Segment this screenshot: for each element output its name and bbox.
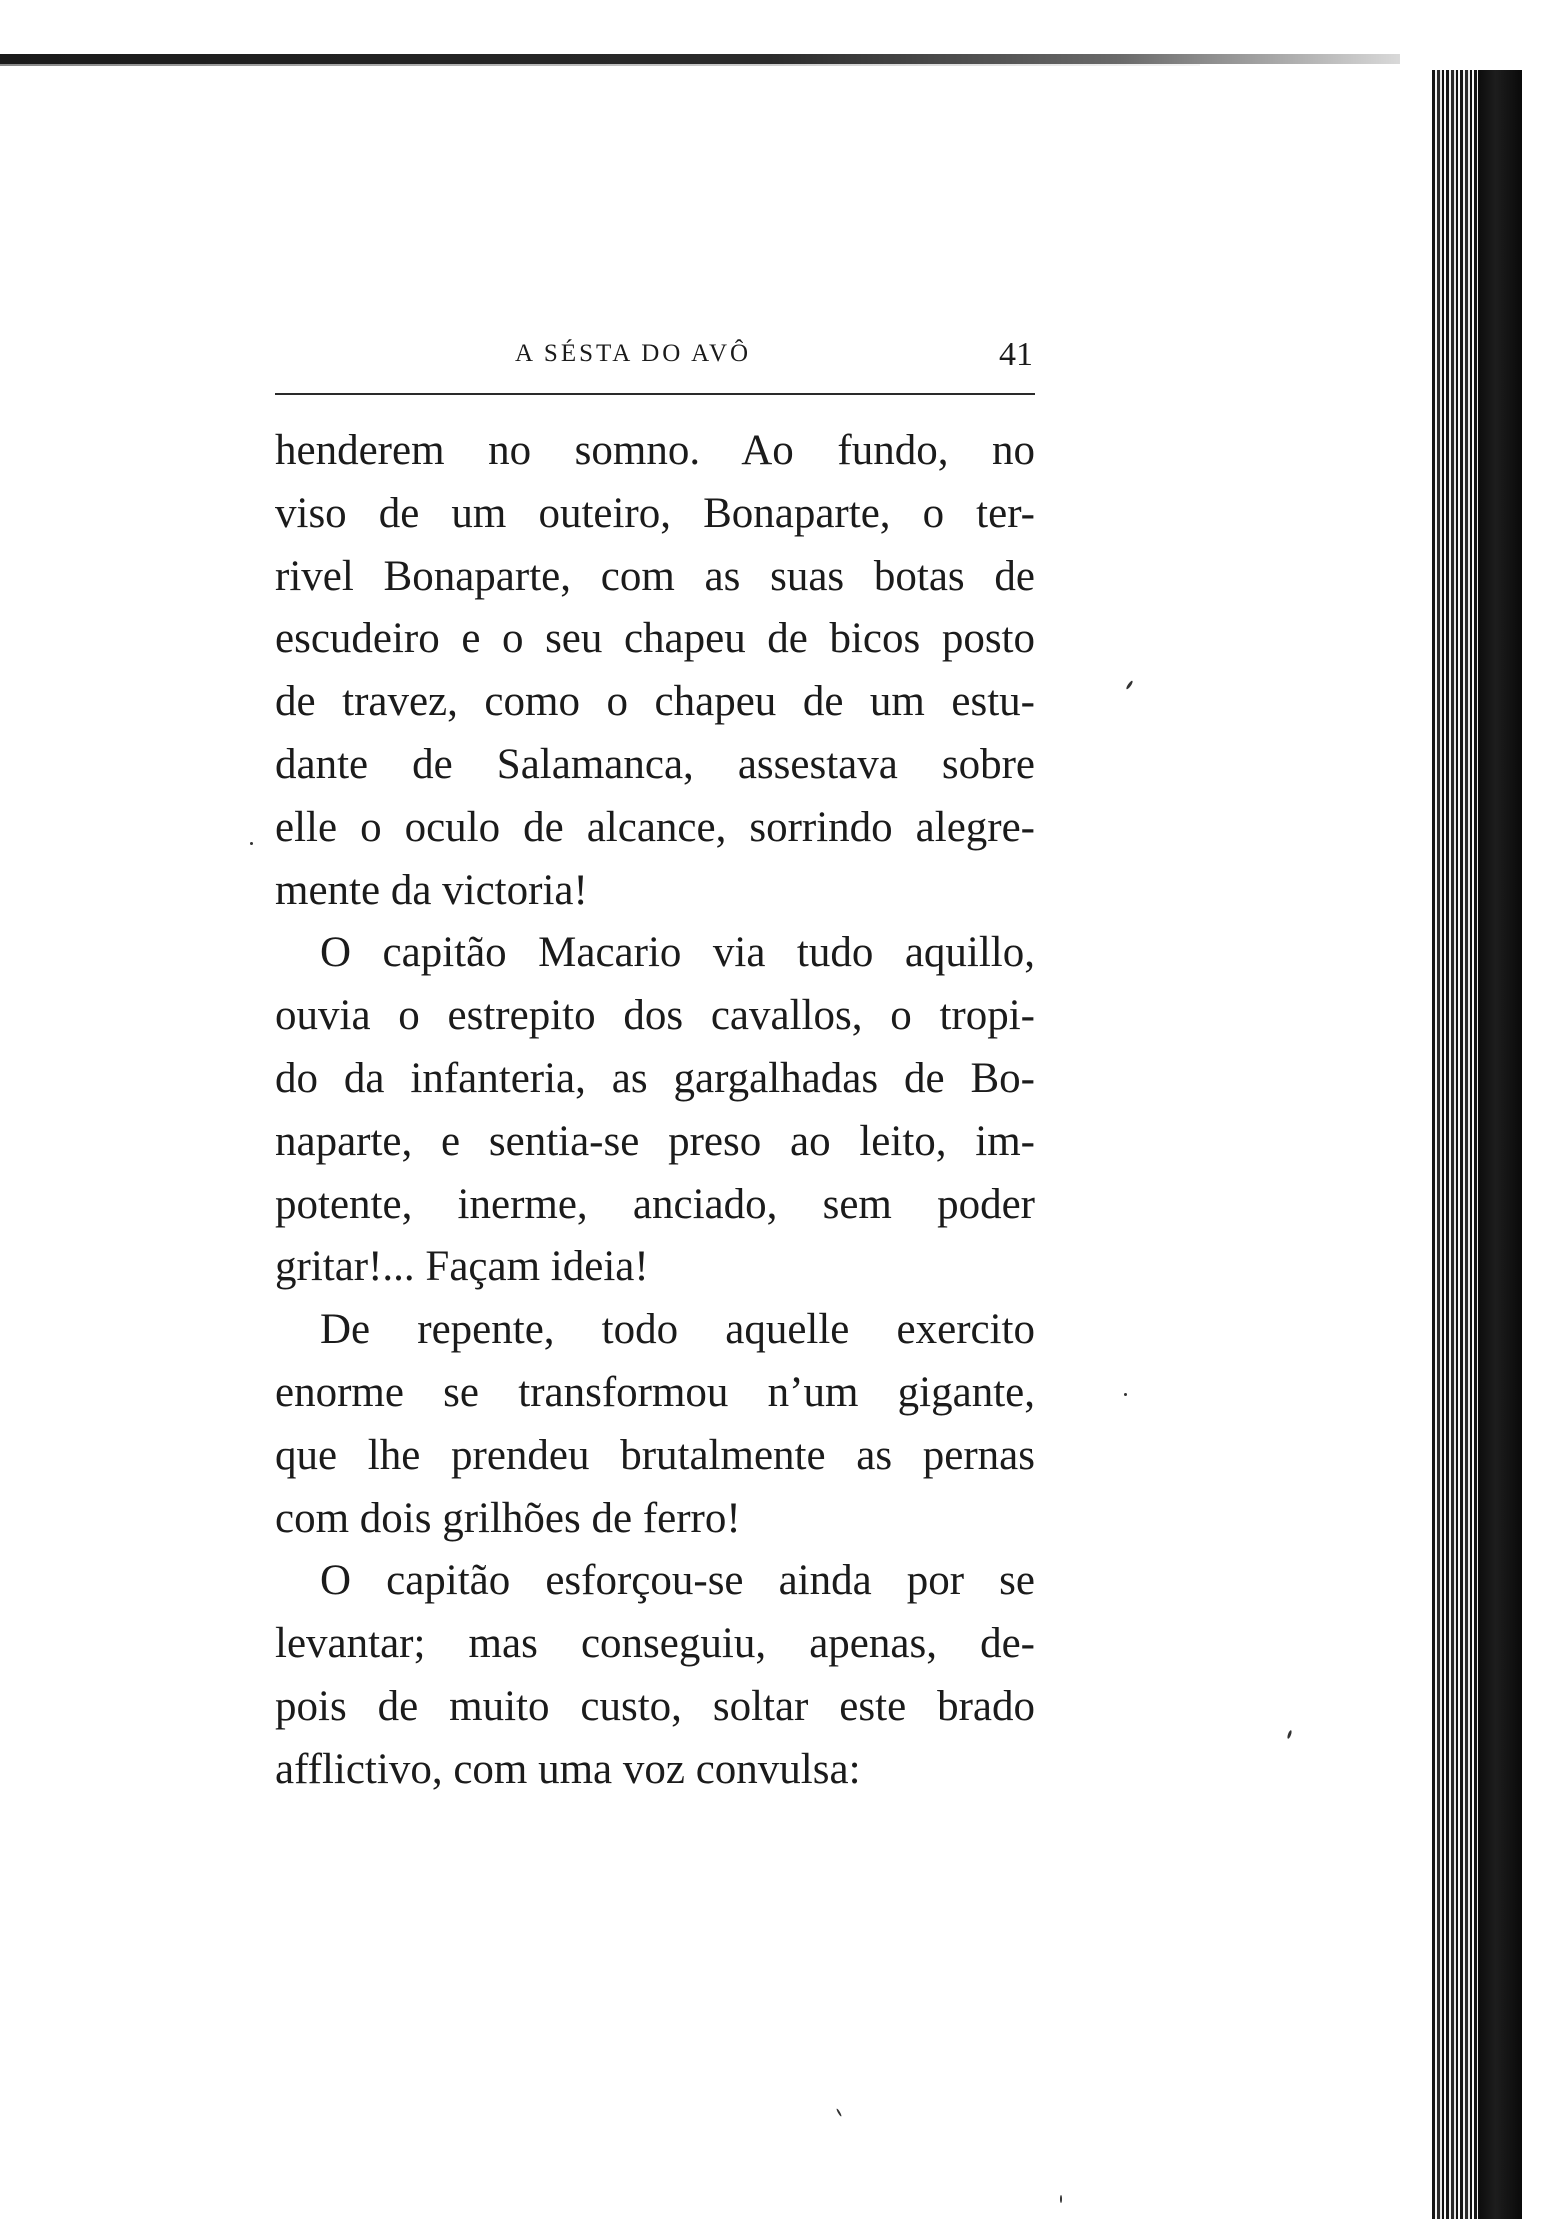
text-line: escudeiro e o seu chapeu de bicos posto — [275, 615, 1035, 663]
text-line: naparte, e sentia-se preso ao leito, im- — [275, 1117, 1035, 1165]
text-line: O capitão esforçou-se ainda por se — [320, 1557, 1035, 1605]
text-line: elle o oculo de alcance, sorrindo alegre- — [275, 803, 1035, 851]
text-line: levantar; mas conseguiu, apenas, de- — [275, 1620, 1035, 1668]
scan-top-edge-shadow — [0, 64, 1200, 66]
scan-speck — [1124, 1393, 1127, 1396]
scan-speck — [1060, 2195, 1062, 2203]
text-line: rivel Bonaparte, com as suas botas de — [275, 552, 1035, 600]
body-text — [275, 420, 1035, 1802]
scan-top-edge — [0, 54, 1400, 64]
text-line: dante de Salamanca, assestava sobre — [275, 740, 1035, 788]
text-line: do da infanteria, as gargalhadas de Bo- — [275, 1054, 1035, 1102]
scan-speck — [1287, 1730, 1293, 1739]
text-line: potente, inerme, anciado, sem poder — [275, 1180, 1035, 1228]
text-line: com dois grilhões de ferro! — [275, 1494, 741, 1542]
scan-speck — [250, 842, 253, 845]
text-line: De repente, todo aquelle exercito — [320, 1306, 1035, 1354]
text-line: O capitão Macario via tudo aquillo, — [320, 929, 1035, 977]
text-line: enorme se transformou n’um gigante, — [275, 1368, 1035, 1416]
page-header — [275, 336, 1035, 386]
book-spine-shadow — [1478, 70, 1522, 2219]
scan-speck — [1125, 680, 1133, 690]
text-line: pois de muito custo, soltar este brado — [275, 1682, 1035, 1730]
text-line: viso de um outeiro, Bonaparte, o ter- — [275, 489, 1035, 537]
scan-speck — [836, 2108, 842, 2117]
text-line: henderem no somno. Ao fundo, no — [275, 427, 1035, 474]
page-number: 41 — [999, 336, 1033, 373]
text-line: mente da victoria! — [275, 866, 588, 914]
text-line: de travez, como o chapeu de um estu- — [275, 678, 1035, 726]
text-line: que lhe prendeu brutalmente as pernas — [275, 1431, 1035, 1479]
running-title: A SÉSTA DO AVÔ — [515, 340, 752, 367]
text-line: ouvia o estrepito dos cavallos, o tropi- — [275, 992, 1035, 1040]
text-line: gritar!... Façam ideia! — [275, 1243, 649, 1291]
text-line: afflictivo, com uma voz convulsa: — [275, 1745, 861, 1793]
header-rule — [275, 393, 1035, 395]
scan-right-margin — [1522, 70, 1542, 2219]
